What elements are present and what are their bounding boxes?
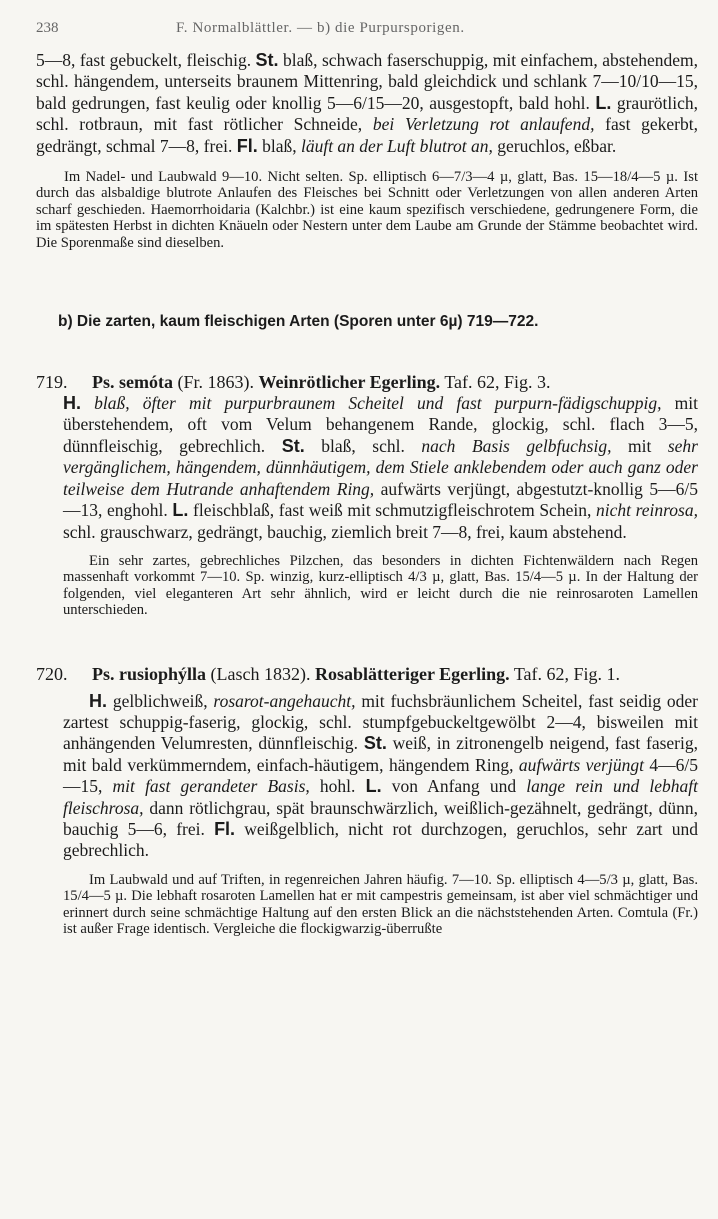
species-number: 719. [36,372,68,393]
text: weißgelblich, nicht rot durchzogen, geruchlos, sehr zart und gebrechlich. [63,818,698,861]
text: gelblichweiß, [107,690,214,711]
text-italic: nach Basis gelbfuchsig, [421,435,612,456]
lamellae-label: L. [365,776,382,797]
flesh-label: Fl. [214,818,236,839]
text: blaß, [257,135,301,156]
text: weiß, in zitronengelb neigend, fast faserig, mit bald verkümmerndem, einfach-häutigem, hängendem Ring, [63,733,698,775]
intro-description [36,50,698,157]
species-name: Ps. semóta [92,372,173,393]
text-italic: mit fast gerandeter Basis, [112,776,310,797]
common-name: Weinrötlicher Egerling. [258,372,441,393]
text: hohl. [309,776,366,797]
text: schl. grauschwarz, gedrängt, bauchig, ziemlich breit 7—8, frei, kaum abstehend. [63,521,627,542]
plate-reference: Taf. 62, Fig. 1. [509,663,621,684]
species-heading-720 [36,663,698,685]
text-italic: rosarot-angehaucht, [213,690,356,711]
species-number: 720. [36,663,68,684]
text: blaß, schl. [304,435,422,456]
text: 4—6/5—15, [63,754,698,797]
species-note-719: Ein sehr zartes, gebrechliches Pilzchen, das besonders in dichten Fichtenwäldern nach Regen massenhaft vorkommt 7—10. Sp. winzig, kurz-elliptisch 4/3 µ, glatt, Bas. 15/4—5 µ. In der Haltung der folgenden, viel eleganteren Art sehr ähnlich, wird er leicht durch die nie reinrosaroten Lamellen unterschieden. [63,552,698,619]
lamellae-label: L. [172,500,189,521]
plate-reference: Taf. 62, Fig. 3. [440,372,551,393]
page-number: 238 [36,20,59,36]
stem-label: St. [255,50,279,70]
text-italic: sehr vergänglichem, hängendem, dünnhäutigem, dem Stiele anklebendem oder auch ganz oder teilweise dem Hutrande anhaftendem Ring, [63,435,698,499]
stem-label: St. [363,733,387,754]
species-note-720: Im Laubwald und auf Triften, in regenreichen Jahren häufig. 7—10. Sp. elliptisch 4—5/3 µ, glatt, Bas. 15/4—5 µ. Die lebhaft rosaroten Lamellen hat er mit campestris gemeinsam, ist aber viel schmächtiger und erinnert durch seine schmächtige Haltung auf den ersten Blick an die nächststehenden Arten. Comtula (Fr.) ist außer Frage identisch. Vergleiche die flockigwarzig-überrußte [63,871,698,937]
species-author: (Lasch 1832). [206,663,315,684]
text: dann rötlichgrau, spät braunschwärzlich, weißlich-gezähnelt, gedrängt, dünn, bauchig 5—6, frei. [63,797,698,839]
text: fast gekerbt, gedrängt, schmal 7—8, frei. [36,114,698,156]
lamellae-label: L. [595,92,612,113]
text: mit überstehendem, oft vom Velum behangenem Rande, glockig, schl. flach 3—5, dünnfleischig, gebrechlich. [63,393,698,456]
flesh-label: Fl. [236,135,258,156]
text: blaß, schwach faserschuppig, mit einfachem, abstehendem, schl. hängendem, unterseits braunem Mittenring, bald gleichdick und schlank 7—10/10—15, bald gedrungen, fast keulig oder knollig 5—6/15—20, ausgestopft, bald hohl. [36,50,698,113]
text: geruchlos, eßbar. [492,135,617,156]
species-description-720 [36,691,698,862]
page-header [36,16,698,50]
species-author: (Fr. 1863). [172,372,259,393]
text: 5—8, fast gebuckelt, fleischig. [36,50,256,70]
species-name: Ps. rusiophýlla [92,663,207,684]
species-heading-719 [36,371,698,393]
text-italic: lange rein und lebhaft fleischrosa, [63,776,699,818]
cap-label: H. [89,690,107,711]
text: aufwärts verjüngt, abgestutzt-knollig 5—6/5—13, enghohl. [63,478,698,521]
text-italic: blaß, öfter mit purpurbraunem Scheitel und fast purpurn-fädigschuppig, [81,393,662,414]
text: fleischblaß, fast weiß mit schmutzigfleischrotem Schein, [188,500,596,521]
stem-label: St. [281,435,305,456]
species-description-719 [36,393,698,543]
text: graurötlich, schl. rotbraun, mit fast rötlicher Schneide, [36,92,698,135]
text-italic: nicht reinrosa, [595,500,698,521]
text-italic: bei Verletzung rot anlaufend, [372,114,595,135]
intro-note: Im Nadel- und Laubwald 9—10. Nicht selten. Sp. elliptisch 6—7/3—4 µ, glatt, Bas. 15—18/4—5 µ. Ist durch das alsbaldige blutrote Anlaufen des Fleisches bei Schnitt oder Verletzungen von allen anderen Arten scharf geschieden. Haemorrhoidaria (Kalchbr.) ist eine kaum spezifisch verschiedene, gedrungenere Form, die im spätesten Herbst in dichten Knäueln oder Nestern unter dem Laube am Grunde der Stämme beobachtet wird. Die Sporenmaße sind dieselben. [36,169,698,251]
text-italic: aufwärts verjüngt [518,754,644,775]
text: mit [611,435,668,456]
common-name: Rosablätteriger Egerling. [315,663,510,684]
running-title: F. Normalblättler. — b) die Purpursporigen. [176,20,465,36]
text-italic: läuft an der Luft blutrot an, [300,135,493,156]
cap-label: H. [63,393,81,414]
text: mit fuchsbräunlichem Scheitel, fast seidig oder zartest schuppig-faserig, glockig, schl. stumpfgebuckeltgewölbt 2—4, bisweilen mit anhängenden Velumresten, dünnfleischig. [63,690,699,754]
text: von Anfang und [381,776,527,797]
section-heading: b) Die zarten, kaum fleischigen Arten (Sporen unter 6µ) 719—722. [58,313,539,331]
